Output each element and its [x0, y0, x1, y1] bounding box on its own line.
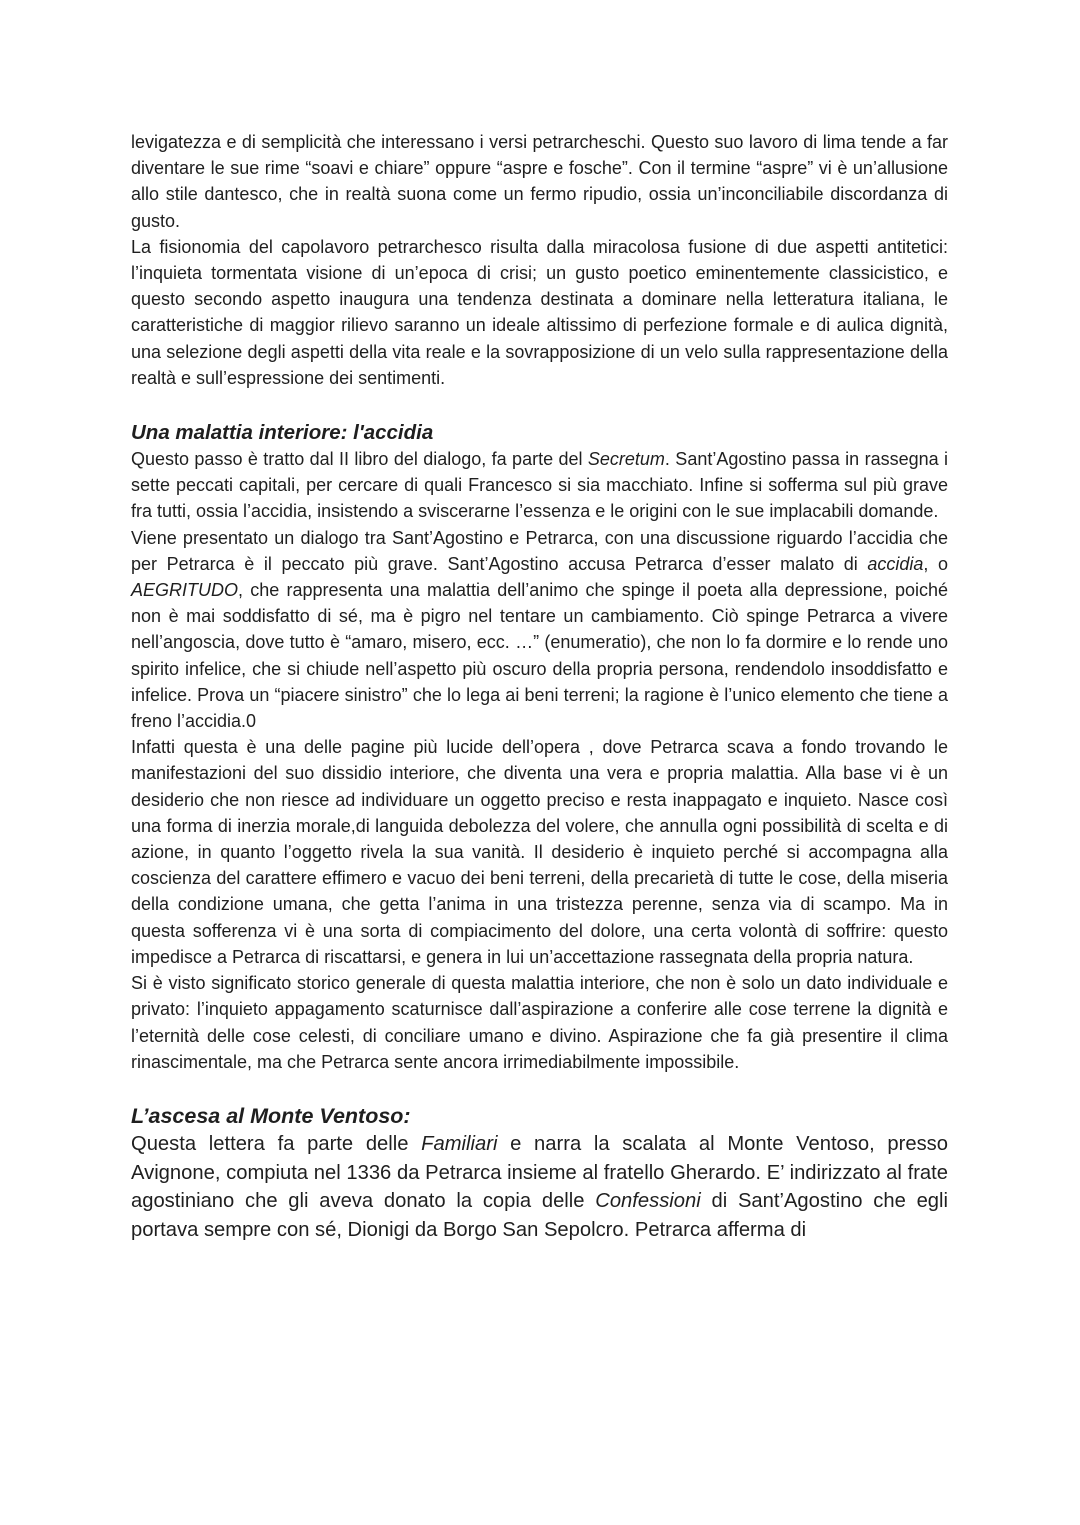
accidia-paragraph-1 — [131, 446, 948, 525]
text-run: . Sant’Agostino passa in rassegna i sette peccati capitali, per cercare di quali Francesco si sia macchiato. Infine si sofferma sul più grave fra tutti, ossia l’accidia, insistendo a sviscerarne l’essenza e le origini con le sue implacabili domande. — [131, 449, 949, 522]
title-familiari: Familiari — [421, 1132, 498, 1155]
text-run: e narra la scalata al Monte Ventoso, presso Avignone, compiuta nel 1336 da Petrarca insieme al fratello Gherardo. E’ indirizzato al frate agostiniano che gli aveva donato la copia delle — [131, 1132, 948, 1213]
section-heading-accidia: Una malattia interiore: l'accidia — [131, 421, 434, 445]
title-confessioni: Confessioni — [595, 1190, 701, 1213]
accidia-paragraph-4: Si è visto significato storico generale di questa malattia interiore, che non è solo un dato individuale e privato: l’inquieto appagamento scaturnisce dall’aspirazione a conferire alle cose terrene la dignità e l’eternità delle cose celesti, di conciliare umano e divino. Aspirazione che fa già presentire il clima rinascimentale, ma che Petrarca sente ancora irrimediabilmente impossibile. — [131, 973, 948, 1072]
term-accidia: accidia — [867, 553, 924, 574]
section-heading-monte-ventoso: L’ascesa al Monte Ventoso: — [131, 1103, 411, 1128]
text-run: di Sant’Agostino che egli portava sempre con sé, Dionigi da Borgo San Sepolcro. Petrarca afferma di — [131, 1190, 948, 1241]
text-run: , che rappresenta una malattia dell’animo che spinge il poeta alla depressione, poiché non è mai soddisfatto di sé, ma è pigro nel tentare un cambiamento. Ciò spinge Petrarca a vivere nell’angoscia, dove tutto è “amaro, misero, ecc. …” (enumeratio), che non lo fa dormire e lo rende uno spirito infelice, che si chiude nell’aspetto più oscuro della propria persona, rendendolo insoddisfatto e infelice. Prova un “piacere sinistro” che lo lega ai beni terreni; la ragione è l’unico elemento che tiene a freno l’accidia.0 — [131, 580, 948, 732]
section-spacer — [131, 1075, 948, 1102]
text-run: , o — [923, 553, 949, 574]
ventoso-paragraph-1 — [131, 1130, 948, 1244]
text-run: Viene presentato un dialogo tra Sant’Agostino e Petrarca, con una discussione riguardo l’accidia che per Petrarca è il peccato più grave. Sant’Agostino accusa Petrarca d’esser malato di — [131, 527, 948, 574]
text-run: Questo passo è tratto dal II libro del dialogo, fa parte del — [131, 449, 588, 470]
title-secretum: Secretum — [587, 449, 665, 470]
term-aegritudo: AEGRITUDO — [131, 580, 239, 601]
section-spacer — [131, 391, 948, 420]
intro-paragraph-1: levigatezza e di semplicità che interessano i versi petrarcheschi. Questo suo lavoro di lima tende a far diventare le sue rime “soavi e chiare” oppure “aspre e fosche”. Con il termine “aspre” vi è un’allusione allo stile dantesco, che in realtà suona come un fermo ripudio, ossia un’inconciliabile discordanza di gusto. — [131, 132, 948, 231]
accidia-paragraph-2 — [131, 525, 948, 735]
text-run: Questa lettera fa parte delle — [131, 1132, 422, 1155]
accidia-paragraph-3: Infatti questa è una delle pagine più lucide dell’opera , dove Petrarca scava a fondo trovando le manifestazioni del suo dissidio interiore, che diventa una vera e propria malattia. Alla base vi è un desiderio che non riesce ad individuare un oggetto preciso e resta inappagato e inquieto. Nasce così una forma di inerzia morale,di languida debolezza del volere, che annulla ogni possibilità di scelta e di azione, in quanto l’oggetto rivela la sua vanità. Il desiderio è inquieto perché si accompagna alla coscienza del carattere effimero e vacuo dei beni terreni, della precarietà di tutte le cose, della miseria della condizione umana, che getta l’anima in una tristezza perenne, senza via di scampo. Ma in questa sofferenza vi è una sorta di compiacimento del dolore, una certa volontà di soffrire: questo impedisce a Petrarca di riscattarsi, e genera in lui un’accettazione rassegnata della propria natura. — [131, 737, 948, 967]
intro-paragraph-2: La fisionomia del capolavoro petrarchesco risulta dalla miracolosa fusione di due aspetti antitetici: l’inquieta tormentata visione di un’epoca di crisi; un gusto poetico eminentemente classicistico, e questo secondo aspetto inaugura una tendenza destinata a dominare nella letteratura italiana, le caratteristiche di maggior rilievo saranno un ideale altissimo di perfezione formale e di aulica dignità, una selezione degli aspetti della vita reale e la sovrapposizione di un velo sulla rappresentazione della realtà e sull’espressione dei sentimenti. — [131, 236, 948, 388]
